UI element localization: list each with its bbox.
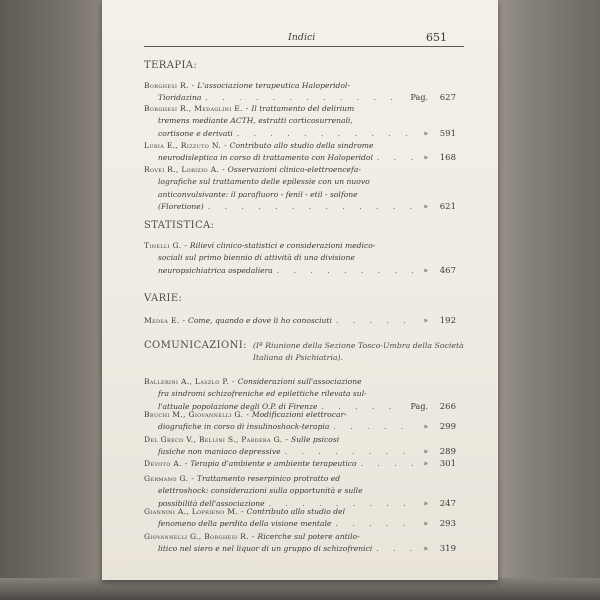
- index-entry: [144, 531, 456, 556]
- entry-title-text: Contributo allo studio del: [246, 507, 346, 516]
- page-prefix: »: [423, 544, 428, 554]
- entry-title-text: Come, quando e dove li ho conosciuti: [188, 316, 332, 325]
- entry-line: [144, 103, 456, 115]
- entry-title-text: Osservazioni clinico-elettroencefa-: [227, 165, 361, 174]
- entry-page-number: 299: [439, 422, 456, 433]
- leader-dots: [233, 128, 415, 140]
- entry-title-text: (Floretione): [158, 202, 204, 212]
- index-entry: [144, 506, 456, 531]
- separator-dash: -: [245, 104, 249, 113]
- index-entry: [144, 315, 456, 327]
- entry-page-number: 168: [439, 153, 456, 164]
- separator-dash: -: [191, 474, 194, 483]
- entry-line: [144, 518, 456, 530]
- entry-line: [144, 458, 456, 470]
- separator-dash: -: [285, 435, 288, 444]
- book-page: [102, 0, 498, 580]
- entry-title-text: Sulle psicosi: [291, 435, 340, 444]
- entry-title-text: possibilità dell'associazione: [158, 498, 265, 508]
- separator-dash: -: [182, 316, 186, 325]
- entry-page-number: 247: [439, 498, 456, 509]
- entry-page-number: 289: [439, 447, 456, 458]
- leader-dots: [331, 518, 415, 530]
- entry-page-number: 627: [439, 93, 456, 104]
- entry-authors: Germano G.: [144, 474, 189, 483]
- entry-line: [144, 240, 456, 252]
- entry-title-text: fenomeno della perdita della visione mentale: [158, 519, 332, 529]
- entry-line: [144, 315, 456, 327]
- entry-title-text: neurodisleptica in corso di trattamento con Haloperidol: [158, 153, 373, 163]
- page-prefix: »: [423, 202, 428, 212]
- index-entry: [144, 240, 456, 277]
- entry-title-text: Modificazioni elettrocar-: [251, 410, 347, 419]
- index-entry: [144, 473, 456, 510]
- index-entry: [144, 164, 456, 214]
- entry-line: [144, 421, 456, 433]
- page-prefix: »: [423, 265, 428, 275]
- entry-line: [144, 473, 456, 485]
- entry-authors: Del Greco V., Bellini S., Pardera G.: [144, 435, 283, 444]
- entry-authors: Rovei R., Lorizio A.: [144, 165, 220, 174]
- page-prefix: »: [423, 128, 428, 138]
- running-head-title: Indici: [288, 32, 316, 43]
- entry-line: [144, 176, 456, 188]
- entry-title-text: fasiche non maniaco depressive: [158, 447, 281, 457]
- entry-title-text: Trattamento reserpinico protratto ed: [196, 474, 341, 483]
- separator-dash: -: [184, 241, 187, 250]
- page-prefix: Pag.: [410, 93, 428, 103]
- entry-page-number: 293: [439, 519, 456, 530]
- page-prefix: »: [423, 498, 428, 508]
- entry-title-text: lografiche sul trattamento delle epilessie con un nuovo: [158, 177, 370, 187]
- entry-authors: Ballerini A., Laszlo P.: [144, 377, 229, 386]
- entry-page-number: 319: [439, 544, 456, 555]
- entry-authors: Tinelli G.: [144, 241, 182, 250]
- entry-authors: Giovannelli G., Borghesi R.: [144, 532, 249, 541]
- header-rule: [144, 46, 464, 47]
- index-entry: [144, 80, 456, 105]
- leader-dots: [373, 152, 415, 164]
- entry-title-text: diografiche in corso di insulinoshock-terapia: [158, 422, 330, 432]
- entry-authors: Borghesi R., Medaglini E.: [144, 104, 243, 113]
- entry-line: [144, 140, 456, 152]
- entry-authors: Medea E.: [144, 316, 180, 325]
- separator-dash: -: [191, 81, 195, 90]
- entry-line: [144, 376, 456, 388]
- entry-title-text: tremens mediante ACTH, estratti corticosurrenali,: [158, 116, 353, 126]
- index-entry: [144, 376, 456, 413]
- separator-dash: -: [246, 410, 249, 419]
- entry-title-text: Tioridazina: [158, 93, 202, 103]
- index-entry: [144, 103, 456, 140]
- background-right: [498, 0, 600, 600]
- entry-title-text: neuropsichiatrica ospedaliera: [158, 265, 273, 275]
- entry-page-number: 621: [439, 202, 456, 213]
- page-prefix: »: [423, 153, 428, 163]
- separator-dash: -: [231, 377, 235, 386]
- index-entry: [144, 409, 456, 434]
- index-entry: [144, 140, 456, 165]
- entry-line: [144, 164, 456, 176]
- entry-page-number: 192: [439, 316, 456, 326]
- separator-dash: -: [184, 459, 188, 468]
- entry-line: [144, 434, 456, 446]
- entry-title-text: Ricerche sul potere antilo-: [257, 532, 360, 541]
- entry-page-number: 301: [439, 459, 456, 469]
- leader-dots: [332, 315, 415, 327]
- entry-line: [144, 252, 456, 264]
- separator-dash: -: [241, 507, 244, 516]
- leader-dots: [372, 543, 415, 555]
- page-prefix: »: [423, 459, 428, 468]
- leader-dots: [329, 421, 415, 433]
- page-prefix: »: [423, 447, 428, 457]
- entry-authors: Giannini A., Loprieno M.: [144, 507, 239, 516]
- entry-line: [144, 265, 456, 277]
- entry-page-number: 591: [439, 128, 456, 139]
- background-left: [0, 0, 102, 600]
- separator-dash: -: [251, 532, 255, 541]
- entry-title-text: anticonvulsivante: il parafluoro - fenil - etil - solfone: [158, 189, 358, 199]
- leader-dots: [357, 458, 416, 470]
- entry-page-number: 266: [439, 401, 456, 412]
- entry-line: [144, 543, 456, 555]
- page-prefix: »: [423, 422, 428, 432]
- leader-dots: [281, 446, 415, 458]
- entry-line: [144, 189, 456, 201]
- entry-line: [144, 506, 456, 518]
- entry-title-text: Considerazioni sull'associazione: [237, 377, 362, 386]
- entry-line: [144, 152, 456, 164]
- entry-title-text: Contributo allo studio della sindrome: [229, 141, 374, 150]
- entry-title-text: L'associazione terapeutica Haloperidol-: [197, 81, 350, 90]
- entry-line: [144, 80, 456, 92]
- entry-title-text: l'attuale popolazione degli O.P. di Firenze: [158, 401, 318, 411]
- section-title: TERAPIA:: [144, 60, 198, 71]
- entry-authors: Devoto A.: [144, 459, 182, 468]
- entry-line: [144, 409, 456, 421]
- entry-authors: Luria E., Rizzuto N.: [144, 141, 222, 150]
- leader-dots: [204, 201, 415, 213]
- entry-line: [144, 128, 456, 140]
- entry-line: [144, 485, 456, 497]
- page-prefix: Pag.: [410, 401, 428, 411]
- entry-line: [144, 115, 456, 127]
- entry-line: [144, 201, 456, 213]
- entry-title-text: cortisone e derivati: [158, 128, 233, 138]
- index-entry: [144, 458, 456, 470]
- entry-line: [144, 446, 456, 458]
- separator-dash: -: [222, 165, 225, 174]
- background-bottom: [0, 578, 600, 600]
- section-title: COMUNICAZIONI: (Iª Riunione della Sezione Tosco-Umbra della Società Italiana di Psichiatria).: [144, 340, 464, 362]
- index-entry: [144, 434, 456, 459]
- entry-title-text: sociali sul primo biennio di attività di una divisione: [158, 253, 355, 263]
- separator-dash: -: [224, 141, 227, 150]
- entry-title-text: Il trattamento del delirium: [251, 104, 355, 113]
- entry-line: [144, 388, 456, 400]
- entry-title-text: elettroshock: considerazioni sulla opportunità e sulle: [158, 486, 363, 496]
- leader-dots: [273, 265, 415, 277]
- entry-title-text: Terapia d'ambiente e ambiente terapeutico: [190, 459, 357, 468]
- entry-page-number: 467: [439, 265, 456, 276]
- entry-title-text: litico nel siero e nel liquor di un gruppo di schizofrenici: [158, 544, 373, 554]
- section-title: STATISTICA:: [144, 220, 215, 231]
- entry-line: [144, 531, 456, 543]
- page-number: 651: [426, 31, 447, 44]
- section-title: VARIE:: [144, 293, 183, 304]
- entry-title-text: fra sindromi schizofreniche ed epilettiche rilevata sul-: [158, 389, 367, 399]
- page-prefix: »: [423, 519, 428, 529]
- entry-authors: Bruchi M., Giovannelli G.: [144, 410, 244, 419]
- entry-authors: Borghesi R.: [144, 81, 189, 90]
- section-note: (Iª Riunione della Sezione Tosco-Umbra della Società Italiana di Psichiatria).: [252, 341, 464, 362]
- entry-title-text: Rilievi clinico-statistici e considerazioni medico-: [189, 241, 376, 250]
- page-prefix: »: [423, 316, 428, 325]
